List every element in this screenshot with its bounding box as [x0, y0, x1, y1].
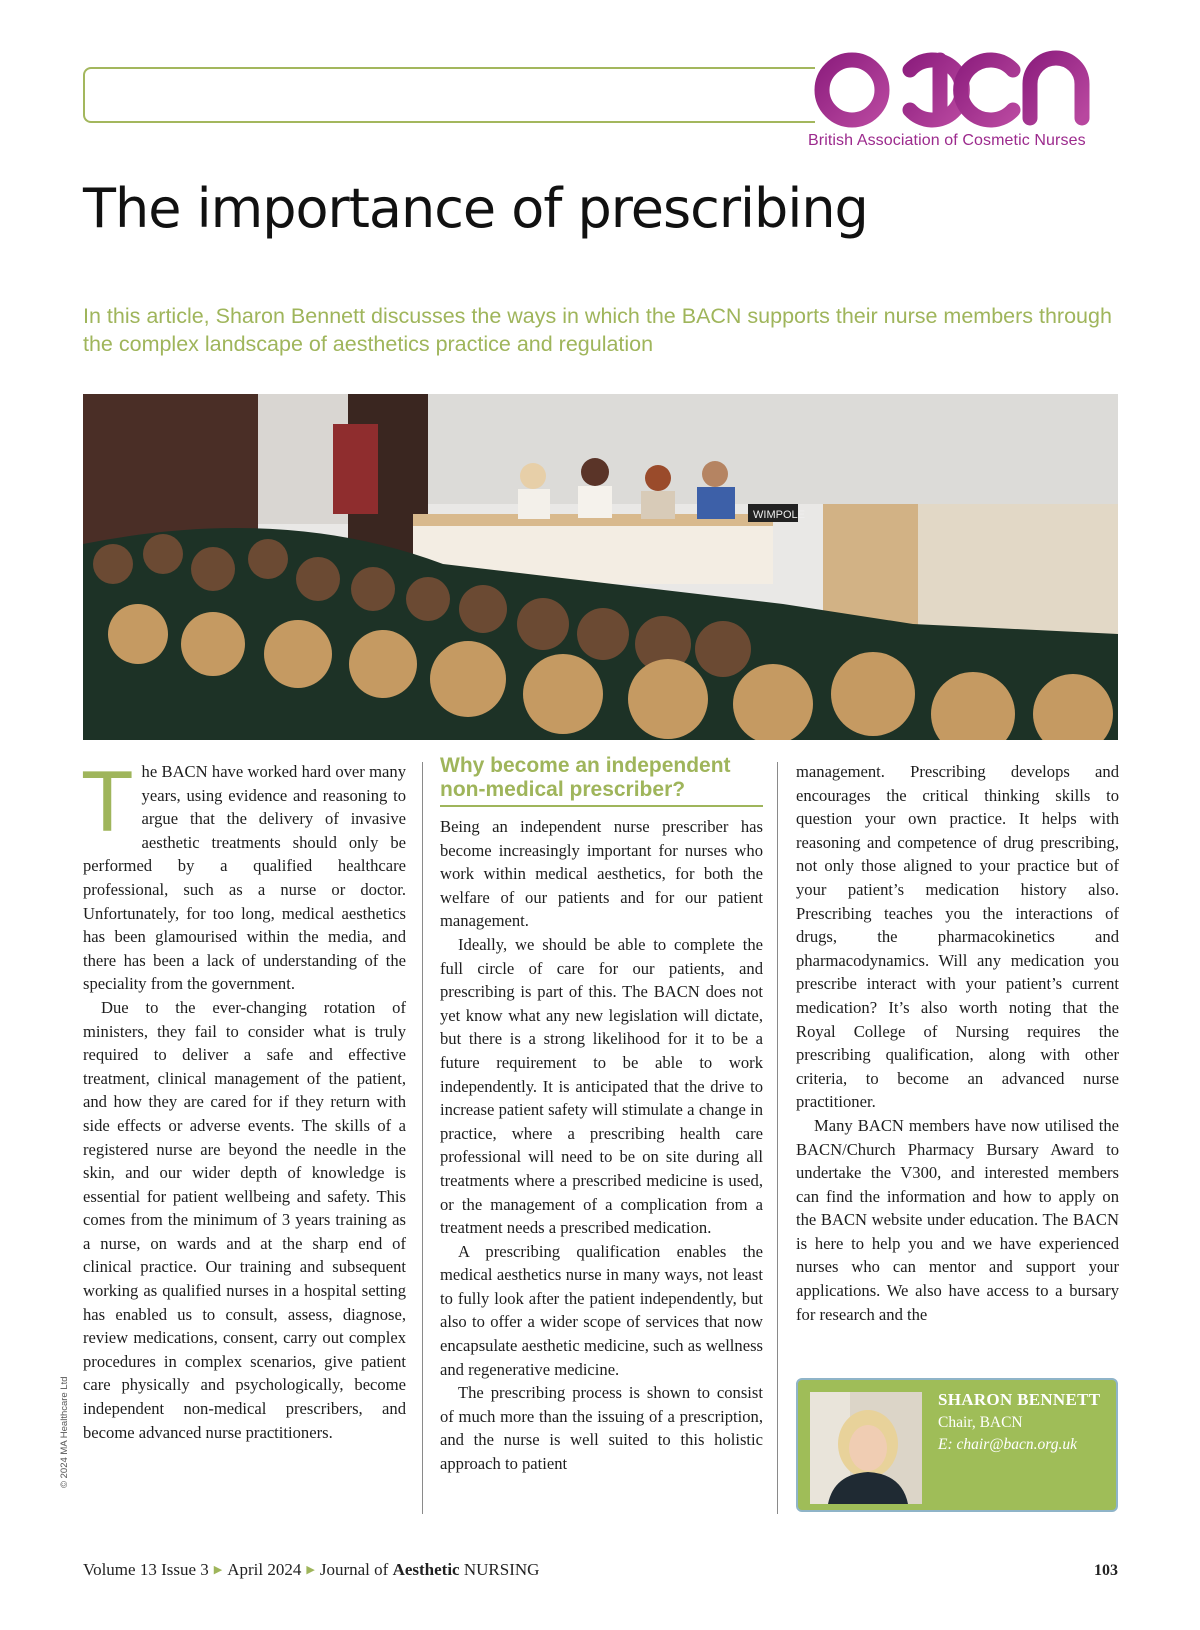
standfirst: In this article, Sharon Bennett discusses the ways in which the BACN supports their nurse members through the complex landscape of aesthetics practice and regulation: [83, 304, 1112, 356]
col1-paragraph-2: Due to the ever-changing rotation of ministers, they fail to consider what is truly required to deliver a safe and effective treatment, clinical management of the patient, and how they are cared for if they return with side effects or adverse events. The skills of a registered nurse are beyond the needle in the skin, and our wider depth of knowledge is essential for patient wellbeing and safety. This comes from the minimum of 3 years training as a nurse, on wards and at the sharp end of clinical practice. Our training and subsequent working as qualified nurses in a hospital setting has enabled us to consult, assess, diagnose, review medications, consent, carry out complex procedures in complex scenarios, give patient care physically and psychologically, become independent non-medical prescribers, and become advanced nurse practitioners.: [83, 997, 406, 1442]
author-email[interactable]: E: chair@bacn.org.uk: [938, 1436, 1077, 1453]
author-portrait-icon: [810, 1392, 922, 1504]
header-rule-box: [83, 67, 815, 123]
col2-paragraph-4: The prescribing process is shown to consist of much more than the issuing of a prescription, and the nurse is well suited to this holistic approach to patient: [440, 1383, 763, 1474]
column-2: [440, 754, 763, 1476]
footer: [83, 1560, 539, 1580]
author-name: SHARON BENNETT: [938, 1390, 1101, 1409]
footer-arrow-icon: ▶: [213, 1564, 223, 1576]
column-divider-1: [422, 762, 423, 1514]
conference-photo-icon: [83, 394, 1118, 740]
column-3: [796, 760, 1119, 1326]
col2-paragraph-2: Ideally, we should be able to complete the full circle of care for our patients, and prescribing is part of this. The BACN does not yet know what any new legislation will dictate, but there is a strong likelihood for it to be a future requirement to be able to work independently. It is anticipated that the drive to increase patient safety will stimulate a change in practice, where a prescribing health care professional will need to be on site during all treatments where a prescribed medicine is used, or the management of a complication from a treatment needs a prescribed medication.: [440, 934, 763, 1238]
footer-journal-prefix: Journal of: [319, 1560, 393, 1579]
footer-volume: Volume 13 Issue 3: [83, 1560, 209, 1579]
page-title: The importance of prescribing: [83, 177, 868, 240]
footer-arrow-icon: ▶: [306, 1564, 315, 1576]
column-divider-2: [777, 762, 778, 1514]
org-name: British Association of Cosmetic Nurses: [808, 132, 1086, 149]
copyright-notice: © 2024 MA Healthcare Ltd: [59, 1376, 70, 1488]
dropcap: T: [81, 754, 134, 850]
footer-date: April 2024: [227, 1560, 302, 1579]
col3-paragraph-2: Many BACN members have now utilised the BACN/Church Pharmacy Bursary Award to undertake the V300, and interested members can find the information and how to apply on the BACN website under education. The BACN is here to help you and we have experienced nurses who can mentor and support your applications. We also have access to a bursary for research and the: [796, 1115, 1119, 1324]
footer-journal-bold: Aesthetic: [392, 1560, 460, 1579]
col1-paragraph-1: he BACN have worked hard over many years, using evidence and reasoning to argue that the delivery of invasive aesthetic treatments should only be performed by a qualified healthcare professional, such as a nurse or doctor. Unfortunately, for too long, medical aesthetics has been glamourised within the media, and there has been a lack of understanding of the speciality from the government.: [83, 762, 406, 994]
author-role: Chair, BACN: [938, 1414, 1023, 1431]
section-subhead: Why become an independent non-medical prescriber?: [440, 754, 763, 807]
col2-paragraph-1: Being an independent nurse prescriber has become increasingly important for nurses who work within medical aesthetics, for both the welfare of our patients and for our patient management.: [440, 817, 763, 931]
podium-text: WIMPOLE: [753, 509, 805, 521]
author-box: [796, 1378, 1118, 1512]
page-number: 103: [1094, 1562, 1118, 1579]
footer-journal-suffix: NURSING: [459, 1560, 540, 1579]
col3-paragraph-1: management. Prescribing develops and encourages the critical thinking skills to question your own practice. It helps with reasoning and competence of drug prescribing, not only those aligned to your practice but of your patient’s medication history also. Prescribing teaches you the interactions of drugs, the pharmacokinetics and pharmacodynamics. Will any medication you prescribe interact with your patient’s current medication? It’s also worth noting that the Royal College of Nursing requires the prescribing qualification, along with other criteria, to become an advanced nurse practitioner.: [796, 762, 1119, 1112]
column-1: [81, 754, 406, 1444]
col2-paragraph-3: A prescribing qualification enables the medical aesthetics nurse in many ways, not least to fully look after the patient independently, but also to offer a wider scope of services that now encapsulate aesthetic medicine, such as wellness and regenerative medicine.: [440, 1241, 763, 1379]
